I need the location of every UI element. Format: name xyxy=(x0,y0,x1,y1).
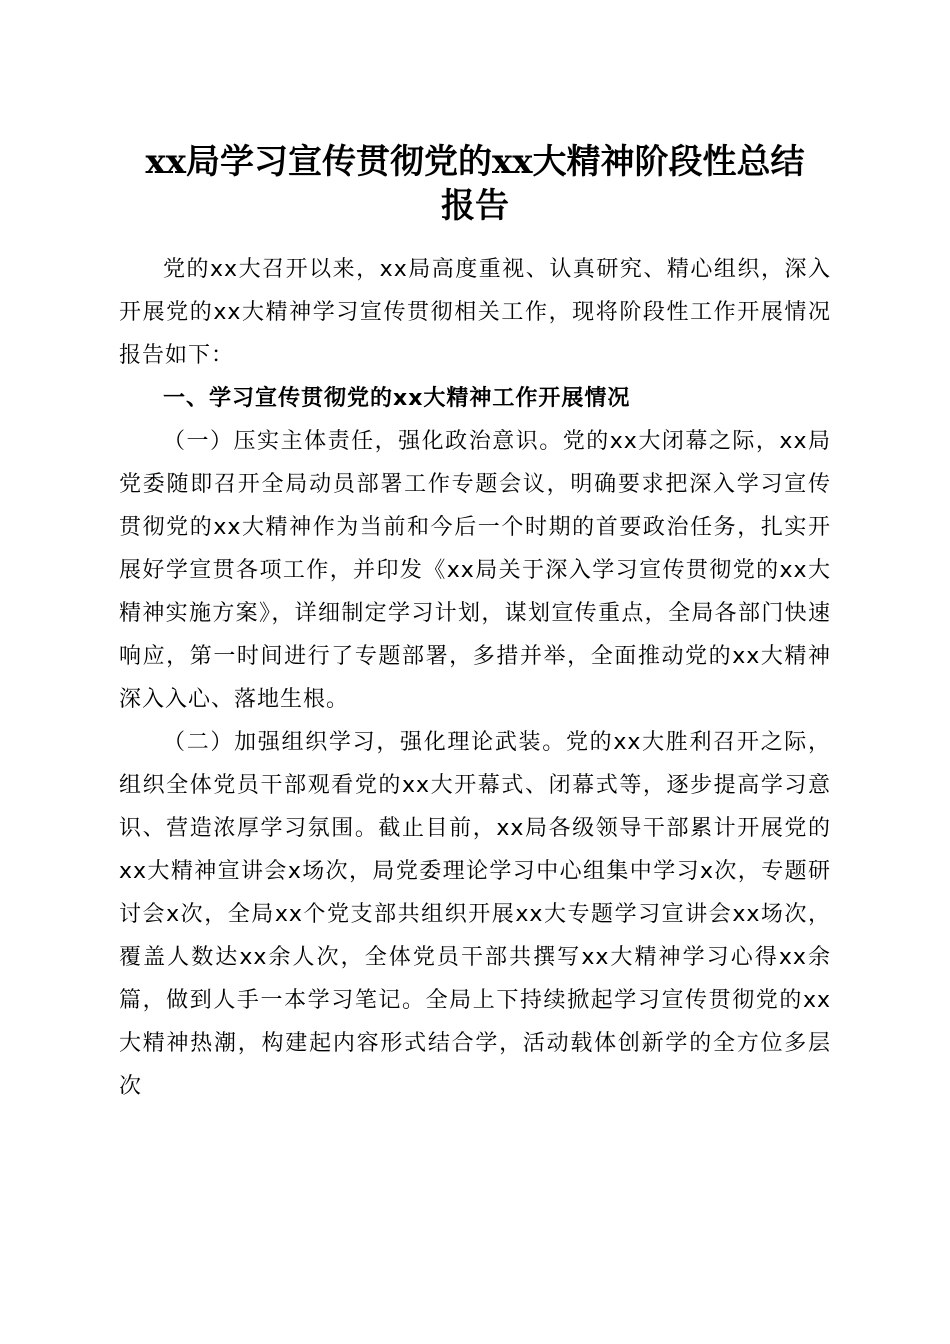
section-heading-1: 一、学习宣传贯彻党的xx大精神工作开展情况 xyxy=(163,386,631,411)
document-title xyxy=(100,140,850,228)
item-text-1: 党的xx大闭幕之际，xx局党委随即召开全局动员部署工作专题会议，明确要求把深入学习宣传贯彻党的xx大精神作为当前和今后一个时期的首要政治任务，扎实开展好学宣贯各项工作，并印发《xx局关于深入学习宣传贯彻党的xx大精神实施方案》，详细制定学习计划，谋划宣传重点，全局各部门快速响应，第一时间进行了专题部署，多措并举，全面推动党的xx大精神深入入心、落地生根。 xyxy=(119,429,831,712)
intro-paragraph: 党的xx大召开以来，xx局高度重视、认真研究、精心组织，深入开展党的xx大精神学习宣传贯彻相关工作，现将阶段性工作开展情况报告如下： xyxy=(119,257,831,368)
item-paragraph-2 xyxy=(119,721,831,1108)
item-lead-1: （一）压实主体责任，强化政治意识。 xyxy=(163,429,563,454)
document-body xyxy=(119,248,831,1108)
item-paragraph-1 xyxy=(119,420,831,721)
item-lead-2: （二）加强组织学习，强化理论武装。 xyxy=(163,730,566,755)
title-line-1: xx局学习宣传贯彻党的xx大精神阶段性总结 xyxy=(145,142,805,182)
title-line-2: 报告 xyxy=(441,186,509,226)
item-text-2: 党的xx大胜利召开之际，组织全体党员干部观看党的xx大开幕式、闭幕式等，逐步提高学习意识、营造浓厚学习氛围。截止目前，xx局各级领导干部累计开展党的xx大精神宣讲会x场次，局党委理论学习中心组集中学习x次，专题研讨会x次，全局xx个党支部共组织开展xx大专题学习宣讲会xx场次，覆盖人数达xx余人次，全体党员干部共撰写xx大精神学习心得xx余篇，做到人手一本学习笔记。全局上下持续掀起学习宣传贯彻党的xx大精神热潮，构建起内容形式结合学，活动载体创新学的全方位多层次 xyxy=(119,730,831,1099)
